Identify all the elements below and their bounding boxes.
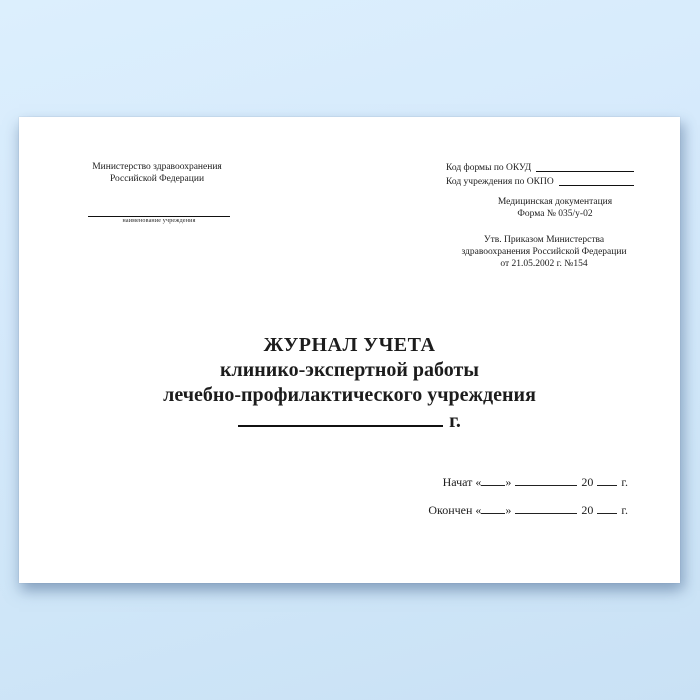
organization-name-blank-line: [88, 216, 230, 217]
ended-year-blank: [597, 503, 617, 514]
ended-century: 20: [581, 503, 594, 517]
started-row: [428, 475, 628, 489]
year-blank-line: [238, 408, 443, 427]
approval-line3: от 21.05.2002 г. №154: [500, 259, 588, 269]
okpo-blank-line: [559, 176, 634, 186]
okud-blank-line: [536, 162, 634, 172]
approval-block: [443, 234, 645, 270]
started-century: 20: [581, 475, 594, 489]
medical-documentation-line: Медицинская документация: [497, 197, 613, 207]
approval-line1: Утв. Приказом Министерства: [483, 235, 605, 245]
codes-block: [446, 162, 634, 190]
okpo-code-row: [446, 176, 634, 188]
started-month-blank: [515, 475, 577, 486]
ended-row: [428, 503, 628, 517]
okpo-label: Код учреждения по ОКПО: [446, 177, 554, 187]
ministry-line1: Министерство здравоохранения: [92, 162, 222, 172]
okud-label: Код формы по ОКУД: [446, 163, 532, 173]
approval-line2: здравоохранения Российской Федерации: [461, 247, 627, 257]
started-year-blank: [597, 475, 617, 486]
ministry-line2: Российской Федерации: [109, 173, 205, 184]
dates-block: [428, 475, 628, 531]
ended-month-blank: [515, 503, 577, 514]
year-suffix: г.: [449, 410, 461, 432]
ended-day-blank: [481, 503, 505, 514]
ministry-block: [57, 162, 257, 185]
close-quote: »: [505, 503, 512, 517]
started-year-suffix: г.: [621, 475, 628, 489]
form-number-line: Форма № 035/у-02: [517, 209, 593, 219]
open-quote: «: [475, 503, 482, 517]
ended-label: Окончен: [428, 503, 473, 517]
journal-title-line1: ЖУРНАЛ УЧЕТА: [263, 334, 436, 356]
journal-title-line3: лечебно-профилактического учреждения: [163, 384, 536, 406]
medical-documentation-block: [455, 196, 655, 220]
open-quote: «: [475, 475, 482, 489]
journal-title-year-row: [19, 408, 680, 435]
journal-cover-page: [19, 117, 680, 583]
okud-code-row: [446, 162, 634, 174]
started-day-blank: [481, 475, 505, 486]
journal-title-line2: клинико-экспертной работы: [220, 359, 479, 381]
journal-title-block: [19, 333, 680, 435]
organization-name-field: [88, 216, 230, 225]
organization-name-caption: наименование учреждения: [122, 218, 196, 224]
close-quote: »: [505, 475, 512, 489]
started-label: Начат: [442, 475, 473, 489]
ended-year-suffix: г.: [621, 503, 628, 517]
